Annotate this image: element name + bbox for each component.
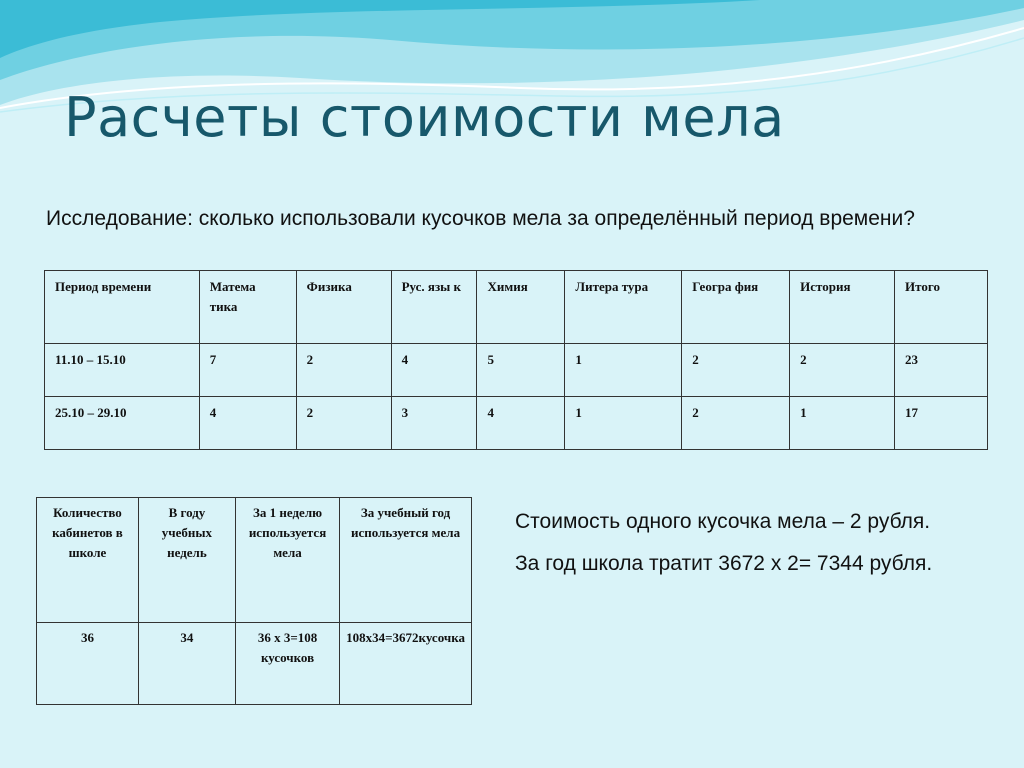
yearly-total-text: За год школа тратит 3672 х 2= 7344 рубля. [515,552,933,575]
header-cell: За 1 неделю используется мела [235,498,339,623]
table-cell: 25.10 – 29.10 [45,397,200,450]
table-cell: 1 [565,397,682,450]
table-row [45,397,988,450]
table-cell: 108х34=3672кусочка [340,623,472,705]
table-cell: 5 [477,344,565,397]
table-cell: 2 [790,344,895,397]
table-cell: 36 х 3=108 кусочков [235,623,339,705]
table-cell: 7 [199,344,296,397]
table-cell: 4 [199,397,296,450]
header-cell: За учебный год используется мела [340,498,472,623]
header-cell: Геогра фия [682,271,790,344]
table-cell: 17 [895,397,988,450]
header-cell: Матема тика [199,271,296,344]
header-cell: Литера тура [565,271,682,344]
table-cell: 1 [565,344,682,397]
table-cell: 2 [296,344,391,397]
table-cell: 3 [391,397,477,450]
header-cell: Количество кабинетов в школе [37,498,139,623]
table-row [37,623,472,705]
chalk-calculation-table [36,497,472,705]
table-cell: 2 [296,397,391,450]
table-row [45,344,988,397]
table-cell: 1 [790,397,895,450]
table-header-row [45,271,988,344]
intro-text: Исследование: сколько использовали кусочков мела за определённый период времени? [46,207,915,230]
header-cell: Физика [296,271,391,344]
table-cell: 23 [895,344,988,397]
header-cell: В году учебных недель [138,498,235,623]
cost-summary [515,507,985,591]
header-cell: История [790,271,895,344]
header-cell: Рус. язы к [391,271,477,344]
header-cell: Период времени [45,271,200,344]
table-cell: 4 [477,397,565,450]
table-cell: 11.10 – 15.10 [45,344,200,397]
chalk-usage-table [44,270,988,450]
table-cell: 2 [682,344,790,397]
table-header-row [37,498,472,623]
slide-title: Расчеты стоимости мела [64,86,785,149]
table-cell: 34 [138,623,235,705]
table-cell: 2 [682,397,790,450]
cost-per-piece-text: Стоимость одного кусочка мела – 2 рубля. [515,510,931,533]
header-cell: Итого [895,271,988,344]
table-cell: 4 [391,344,477,397]
table-cell: 36 [37,623,139,705]
header-cell: Химия [477,271,565,344]
